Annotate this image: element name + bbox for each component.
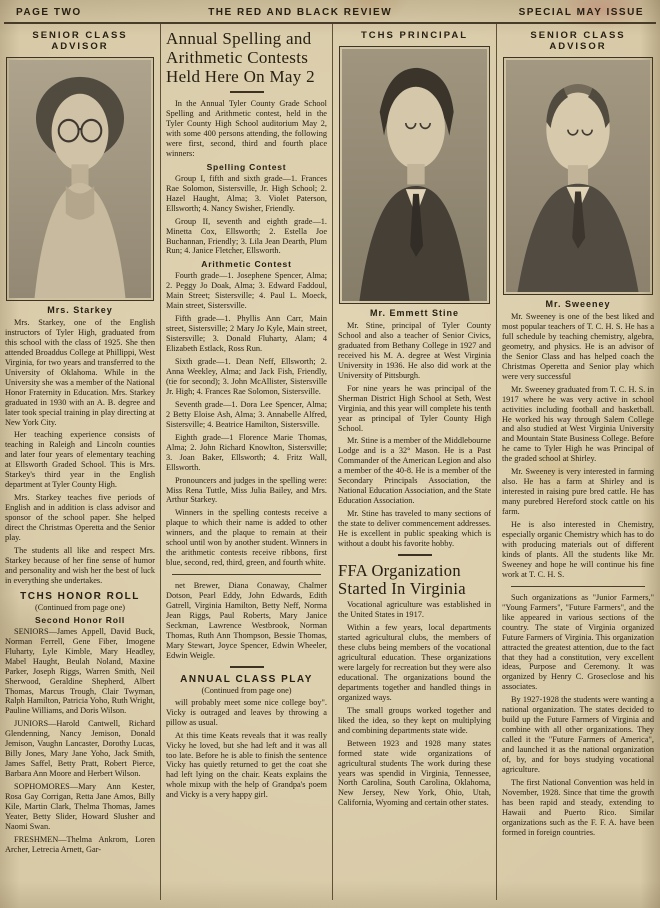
paragraph: Within a few years, local departments started agricultural clubs, the members of these clubs being members of the vocational agricultural education. These organizations were largely for recreation but they were also educational. The organizations bound the departments together and handled things in organized ways. — [338, 623, 491, 702]
paragraph: In the Annual Tyler County Grade School Spelling and Arithmetic contest, held in the Tyler County High School auditorium May 2, with some 400 persons attending, the following were first, second, third and fourth place winners: — [166, 99, 327, 158]
freshmen-list-continued — [166, 581, 327, 661]
page-number: PAGE TWO — [16, 7, 82, 18]
ffa-body — [338, 600, 491, 808]
ffa-headline: FFA Organization Started In Virginia — [338, 560, 466, 599]
stine-bio — [338, 321, 491, 549]
contest-intro — [166, 99, 327, 159]
paragraph: At this time Keats reveals that it was really Vicky he loved, but she had left and it was all too late. Before he is able to finish the sentence Vicky has quietly returned to get the coat she had left lying on the chair. Keats explains the whole mixup with the help of Grandpa's poem and Vicky is a very happy girl. — [166, 730, 327, 800]
paragraph: Winners in the spelling contests receive a plaque to which their name is added to other winners, and the plaque to remain at their school until won by another student. Winners in the arithmetic contests receive ribbons, first blue, second, red, third, green, and fourth white. — [166, 508, 327, 568]
spelling-contest-subhead: Spelling Contest — [206, 161, 287, 172]
sweeney-bio — [502, 312, 654, 580]
honor-roll-continued-note: (Continued from page one) — [34, 602, 126, 612]
paragraph: Mr. Sweeney is one of the best liked and most popular teachers of T. C. H. S. He has a full schedule by teaching chemistry, algebra, geometry, and physics. He is an advisor of the Senior Class and has helped coach the Christmas Operetta and Senior play which were very successful — [502, 312, 654, 381]
paragraph: Vocational agriculture was established in the United States in 1917. — [338, 600, 491, 620]
paragraph: Fifth grade—1. Phyllis Ann Carr, Main street, Sistersville; 2 Mary Jo Kyle, Main street, Sistersville; 3. Donald Fluharty, Alam; 4 Elizabeth Estlack, Ross Run. — [166, 314, 327, 354]
portrait-illustration — [506, 60, 650, 292]
section-divider — [172, 574, 321, 575]
honor-roll-title: TCHS HONOR ROLL — [20, 590, 140, 602]
paragraph: Eighth grade—1 Florence Marie Thomas, Alma; 2. John Richard Knowlton, Sistersville; 3. Joan Baker, Ellsworth; 4. Fritz Wall, Ellsworth. — [166, 432, 327, 472]
class-play-title: ANNUAL CLASS PLAY — [180, 673, 313, 685]
class-play-continued-note: (Continued from page one) — [201, 685, 292, 695]
honor-roll-subhead: Second Honor Roll — [34, 614, 126, 625]
paragraph: He is also interested in Chemistry, especially organic Chemistry which has to do with producing materials out of different kinds of plants. All the students like Mr. Sweeney and hope he will continue his fine work at T. C. H. S. — [502, 520, 654, 579]
column-contests — [161, 24, 333, 900]
photo-caption-sweeney: Mr. Sweeney — [545, 299, 611, 309]
class-play-body — [166, 698, 327, 801]
paragraph: SOPHOMORES—Mary Ann Kester, Rosa Gay Corrigan, Retta Jane Amos, Billy Kile, Martin Clark, Thelma Thomas, James Yeater, Betty Slider, Howard Slusher and Naomi Swan. — [5, 782, 155, 831]
paragraph: Fourth grade—1. Josephene Spencer, Alma; 2. Peggy Jo Doak, Alma; 3. Edward Faddoul, Main Street; Sistersville; 4. Paul L. Moeck, Main street, Sistersville. — [166, 271, 327, 311]
paragraph: Mr. Stine has traveled to many sections of the state to deliver commencement addresses. He is excellent in public speaking which is without a doubt his favorite hobby. — [338, 509, 491, 549]
paragraph: Mr. Stine is a member of the Middlebourne Lodge and is a 32° Mason. He is a Past Commander of the American Legion and also a member of the 40-8. He is a member of the Secondary Principals Association, the National Education Association, and the State Education Association. — [338, 436, 491, 506]
section-divider — [230, 666, 264, 668]
section-divider — [511, 586, 645, 587]
arithmetic-results — [166, 271, 327, 568]
spelling-results — [166, 174, 327, 257]
contest-headline: Annual Spelling and Arithmetic Contests Held Here On May 2 — [166, 29, 315, 87]
paragraph: Mrs. Starkey teaches five periods of English and in addition is class advisor and sponsor of the school paper. She helped direct the Christmas Operetta and the Senior play. — [5, 493, 155, 543]
column-sweeney — [497, 24, 659, 900]
paragraph: FRESHMEN—Thelma Ankrom, Loren Archer, Letrecia Arnett, Gar- — [5, 834, 155, 854]
paragraph: By 1927-1928 the students were wanting a national organization. The states decided to build up the Future Farmers of Virginia and combine with all other organizations. They called it the "Future Farmers of America", and launched it as the national organization of, by, and for boys studying vocational agriculture. — [502, 695, 654, 774]
portrait-illustration — [9, 60, 151, 298]
photo-caption-starkey: Mrs. Starkey — [47, 305, 113, 315]
arithmetic-contest-subhead: Arithmetic Contest — [201, 259, 292, 270]
ffa-body-continued — [502, 593, 654, 838]
paragraph: net Brewer, Diana Conaway, Chalmer Dotson, Pearl Eddy, John Edwards, Edith Gatrell, Virginia Hamilton, Betty Neff, Norma Jean Riggs, Paul Roberts, Mary Janice Seckman, Lawrence Westbrook, Norman Thomas, Ruth Ann Thompson, Bessie Thomas, Mary Stewart, Joyce Spencer, Edwin Wheeler, Edwin Weigle. — [166, 581, 327, 660]
paragraph: Seventh grade—1. Dora Lee Spencer, Alma; 2 Betty Eloise Ash, Alma; 3. Annabelle Alfred, Sistersville; 4. Beatrice Hamilton, Sistersville. — [166, 399, 327, 429]
paragraph: JUNIORS—Harold Cantwell, Richard Glendenning, Nancy Jemison, Donald Jemison, Vaughn Lancaster, Dorothy Lucas, Billy Jones, Mary Jane Yoho, Jack Smith, James Saffel, Betty Pratt, Robert Pierce, Barbara Ann Moore and Herbert Wilson. — [5, 719, 155, 779]
paragraph: Group I, fifth and sixth grade—1. Frances Rae Solomon, Sistersville, Jr. High School; 2. Hazel Haught, Alma; 3. Violet Paterson, Ellsworth; 4. Nancy Swisher, Friendly. — [166, 173, 327, 213]
paragraph: Mr. Sweeney graduated from T. C. H. S. in 1917 where he was very active in school activities including football and basketball. He worked his way through Salem College and also studied at West Virginia University and Mountain State Business College. Before he came to Tyler High he was Principal of the graded school at Shirley. — [502, 384, 654, 464]
paragraph: The first National Convention was held in November, 1928. Since that time the growth has been rapid and steady, extending to Hawaii and Puerto Rico. Similar organizations such as the F. F. A. have been formed in foreign countries. — [502, 777, 654, 837]
paragraph: The small groups worked together and liked the idea, so they kept on multiplying and combining departments state wide. — [338, 705, 491, 735]
paragraph: For nine years he was principal of the Sherman District High School at Seth, West Virginia, and this year will complete his tenth year as principal of Tyler County High School. — [338, 383, 491, 433]
paragraph: Between 1923 and 1928 many states formed state wide organizations of agricultural students The work during these years was spendid in Virginia, Tennessee, North Carolina, South Carolina, Oklahoma, New Jersey, New York, Ohio, Utah, California, Wyoming and certain other states. — [338, 738, 491, 808]
portrait-photo-mr-stine — [339, 46, 490, 304]
paper-title: THE RED AND BLACK REVIEW — [208, 7, 393, 18]
issue-label: SPECIAL MAY ISSUE — [518, 7, 644, 18]
column-layout — [0, 24, 660, 900]
page-header — [4, 0, 656, 24]
portrait-illustration — [342, 49, 487, 301]
section-divider — [398, 554, 432, 556]
section-label-sweeney: SENIOR CLASS ADVISOR — [530, 30, 626, 52]
section-label-principal: TCHS PRINCIPAL — [361, 30, 468, 41]
column-starkey — [0, 24, 161, 900]
paragraph: SENIORS—James Appell, David Buck, Norman Ferrell, Gene Fiber, Imogene Fluharty, Lyle Kimble, Mary Headley, Mabel Haught, Beulah Noland, Maxine Parker, Joseph Riggs, Warren Smith, Neil Sherwood, Geraldine Shepherd, Albert Thomas, Marcus Trough, Clair Twyman, Ralph Hamilton, Patricia Yoho, Ruth Wright, Pauline Williams, and Doris Wilson. — [5, 626, 155, 716]
paragraph: Mr. Sweeney is very interested in farming also. He has a farm at Shirley and is interested in raising pure bred cattle. He has many purebred Hereford stock cattle on his farm. — [502, 467, 654, 517]
honor-roll-lists — [5, 627, 155, 855]
paragraph: Mrs. Starkey, one of the English instructors of Tyler High, graduated from this school with the class of 1925. She then attended Broaddus College at Phillippi, West Virginia, for two years and transferred to the University of Oklahoma. While in the University she was a member of the National Honor Fraternity in Education. Mrs. Starkey graduated in 1930 with an A. B. degree and later took special training in play directing at New York City. — [5, 318, 155, 427]
paragraph: Pronouncers and judges in the spelling were: Miss Rena Tuttle, Miss Julia Bailey, and Mrs. Arthur Starkey. — [166, 475, 327, 505]
paragraph: Mr. Stine, principal of Tyler County School and also a teacher of Senior Civics, graduated from Bethany College in 1927 and received his M. A. degree at West Virginia University in 1936. He also did work at the University of Pittsburgh. — [338, 321, 491, 380]
photo-caption-stine: Mr. Emmett Stine — [369, 308, 459, 318]
paragraph: Sixth grade—1. Dean Neff, Ellsworth; 2. Anna Weekley, Alma; and Jack Fish, Friendly, (tie for second); 3. John McAllister, Sistersville Jr. High; 4. Frances Rae Solomon, Sistersville. — [166, 357, 327, 396]
column-stine — [333, 24, 497, 900]
paragraph: Her teaching experience consists of teaching in Raleigh and Lincoln counties and later four years of elementary teaching at Ellsworth Graded School. This is Mrs. Starkey's third year in the English department at Tyler County High. — [5, 430, 155, 490]
starkey-bio — [5, 318, 155, 586]
portrait-photo-mr-sweeney — [503, 57, 653, 295]
paragraph: Such organizations as "Junior Farmers," "Young Farmers", "Future Farmers", and the like appeared in various sections of the country. The state of Virginia organized Future Farmers of Virginia. This organization attracted the greatest attention, due to the fact that they had a constitution, very excellent ideas, Purpose and Ceremony. It was organized by Henry C. Groseclose and his associates. — [502, 592, 654, 692]
portrait-photo-mrs-starkey — [6, 57, 154, 301]
paragraph: The students all like and respect Mrs. Starkey because of her fine sense of humor and personality and wish her the best of luck in everything she undertakes. — [5, 545, 155, 585]
paragraph: will probably meet some nice college boy". Vicky is outraged and leaves by throwing a pillow as usual. — [166, 697, 327, 727]
headline-divider — [230, 91, 264, 93]
paragraph: Group II, seventh and eighth grade—1. Minetta Cox, Ellsworth; 2. Estella Joe Buchannan, Friendly; 3. Lila Jean Dearth, Plum Run; 4. Janice Fletcher, Ellsworth. — [166, 216, 327, 256]
section-label-starkey: SENIOR CLASS ADVISOR — [32, 30, 128, 52]
